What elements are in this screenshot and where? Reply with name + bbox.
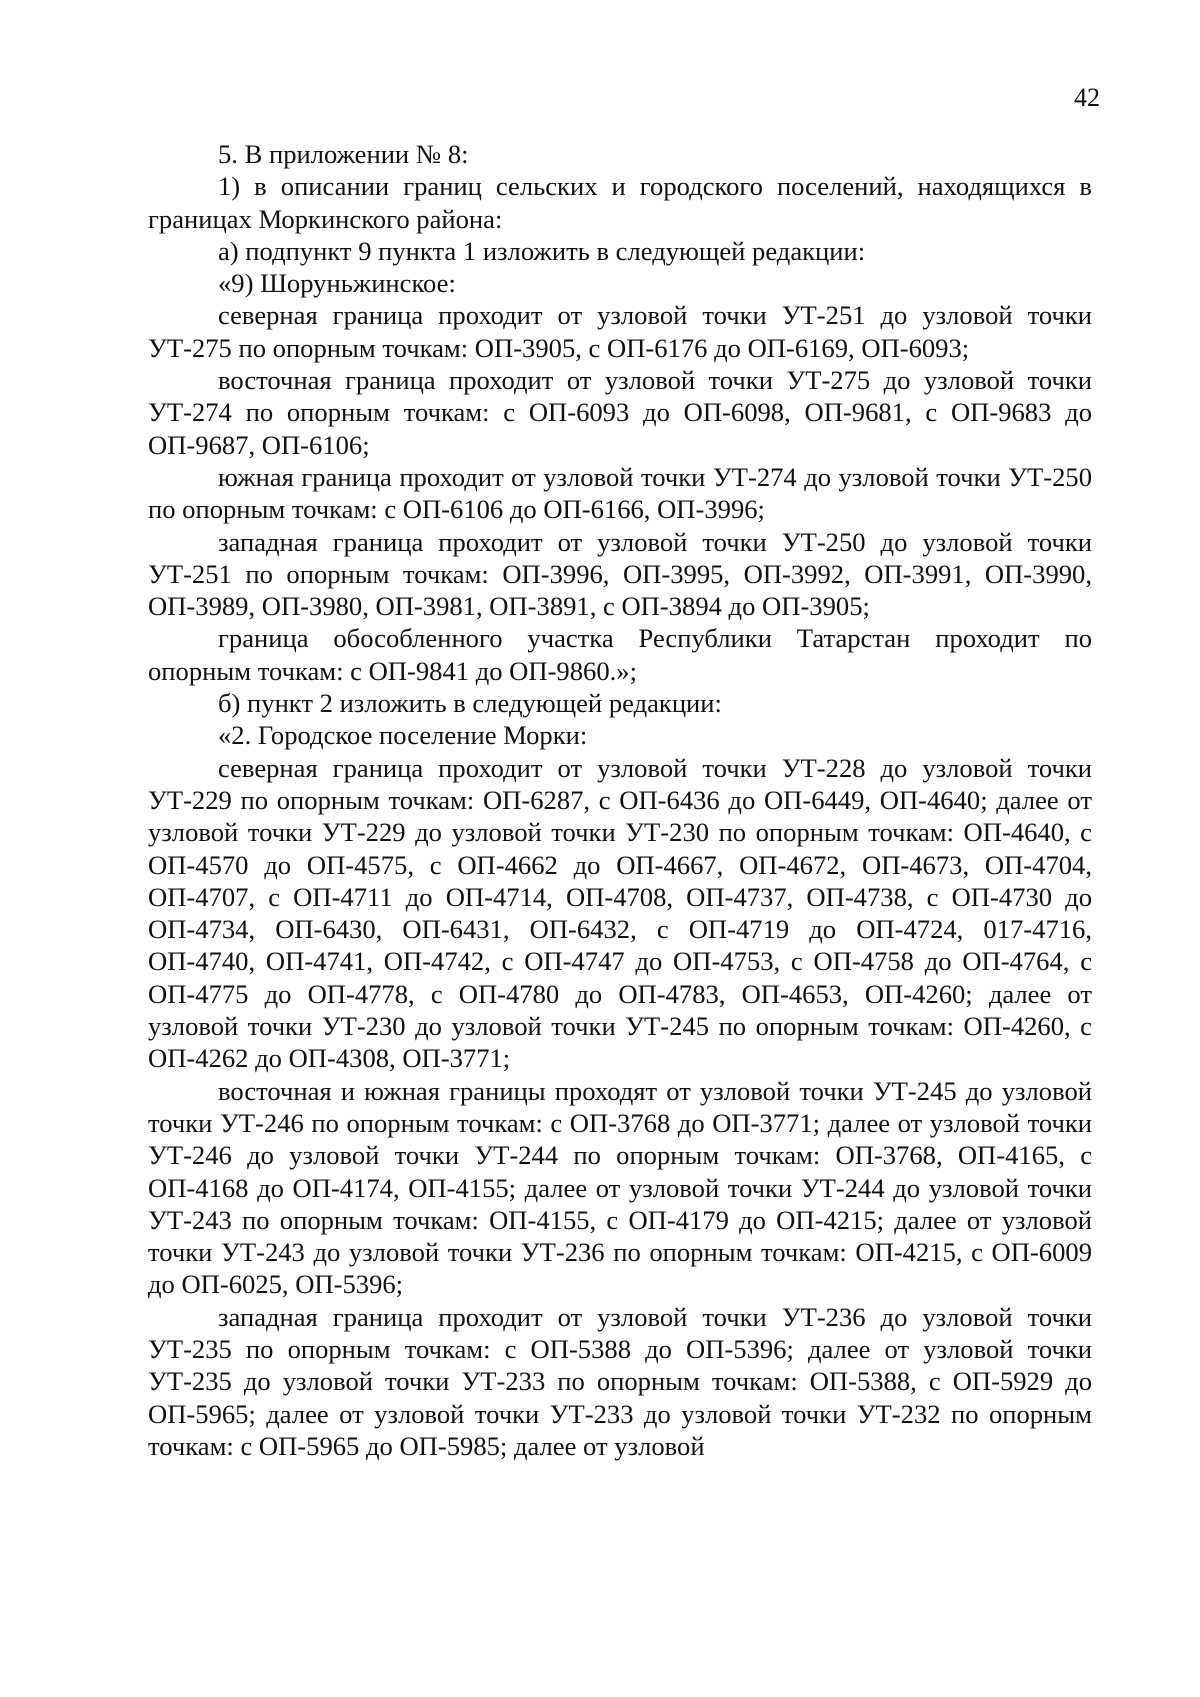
section-heading: 5. В приложении № 8: <box>218 139 469 169</box>
settlement-title-morki: «2. Городское поселение Морки: <box>218 720 588 751</box>
east-boundary-paragraph: восточная граница проходит от узловой точки УТ-275 до узловой точки УТ-274 по опорным точкам: с ОП-6093 до ОП-6098, ОП-9681, с ОП-9683 до ОП-9687, ОП-6106; <box>148 365 1092 460</box>
morki-east-south-boundary-paragraph: восточная и южная границы проходят от узловой точки УТ-245 до узловой точки УТ-246 по опорным точкам: с ОП-3768 до ОП-3771; далее от узловой точки УТ-246 до узловой точки УТ-244 по опорным точкам: ОП-3768, ОП-4165, с ОП-4168 до ОП-4174, ОП-4155; далее от узловой точки УТ-244 до узловой точки УТ-243 по опорным точкам: ОП-4155, с ОП-4179 до ОП-4215; далее от узловой точки УТ-243 до узловой точки УТ-236 по опорным точкам: ОП-4215, с ОП-6009 до ОП-6025, ОП-5396; <box>148 1075 1092 1300</box>
morki-west-boundary-paragraph: западная граница проходит от узловой точки УТ-236 до узловой точки УТ-235 по опорным точкам: с ОП-5388 до ОП-5396; далее от узловой точки УТ-235 до узловой точки УТ-233 по опорным точкам: ОП-5388, с ОП-5929 до ОП-5965; далее от узловой точки УТ-233 до узловой точки УТ-232 по опорным точкам: с ОП-5965 до ОП-5985; далее от узловой <box>148 1301 1092 1461</box>
page-number: 42 <box>1074 83 1100 112</box>
document-body <box>148 138 1092 1462</box>
subitem-a: а) подпункт 9 пункта 1 изложить в следующей редакции: <box>218 235 866 266</box>
subsection-item-1: 1) в описании границ сельских и городского поселений, находящихся в границах Моркинского района: <box>148 171 1092 234</box>
subitem-b: б) пункт 2 изложить в следующей редакции: <box>218 688 722 719</box>
morki-north-boundary-paragraph: северная граница проходит от узловой точки УТ-228 до узловой точки УТ-229 по опорным точкам: ОП-6287, с ОП-6436 до ОП-6449, ОП-4640; далее от узловой точки УТ-229 до узловой точки УТ-230 по опорным точкам: ОП-4640, с ОП-4570 до ОП-4575, с ОП-4662 до ОП-4667, ОП-4672, ОП-4673, ОП-4704, ОП-4707, с ОП-4711 до ОП-4714, ОП-4708, ОП-4737, ОП-4738, с ОП-4730 до ОП-4734, ОП-6430, ОП-6431, ОП-6432, с ОП-4719 до ОП-4724, 017-4716, ОП-4740, ОП-4741, ОП-4742, с ОП-4747 до ОП-4753, с ОП-4758 до ОП-4764, с ОП-4775 до ОП-4778, с ОП-4780 до ОП-4783, ОП-4653, ОП-4260; далее от узловой точки УТ-230 до узловой точки УТ-245 по опорным точкам: ОП-4260, с ОП-4262 до ОП-4308, ОП-3771; <box>148 752 1092 1074</box>
separate-plot-boundary-paragraph: граница обособленного участка Республики Татарстан проходит по опорным точкам: с ОП-9841 до ОП-9860.»; <box>148 623 1092 686</box>
west-boundary-paragraph: западная граница проходит от узловой точки УТ-250 до узловой точки УТ-251 по опорным точкам: ОП-3996, ОП-3995, ОП-3992, ОП-3991, ОП-3990, ОП-3989, ОП-3980, ОП-3981, ОП-3891, с ОП-3894 до ОП-3905; <box>148 526 1092 622</box>
settlement-title-shorunzhinskoe: «9) Шоруньжинское: <box>218 268 456 299</box>
north-boundary-paragraph: северная граница проходит от узловой точки УТ-251 до узловой точки УТ-275 по опорным точкам: ОП-3905, с ОП-6176 до ОП-6169, ОП-6093; <box>148 300 1092 363</box>
south-boundary-paragraph: южная граница проходит от узловой точки УТ-274 до узловой точки УТ-250 по опорным точкам: с ОП-6106 до ОП-6166, ОП-3996; <box>148 461 1092 525</box>
